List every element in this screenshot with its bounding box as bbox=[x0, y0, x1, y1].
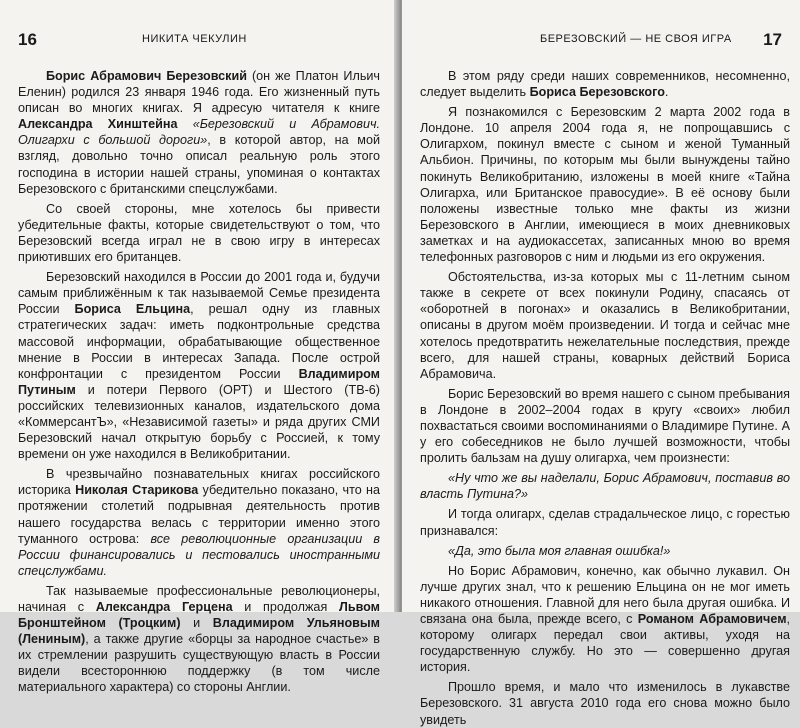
bold-name: Александра Герцена bbox=[95, 600, 233, 614]
paragraph bbox=[420, 563, 790, 676]
paragraph bbox=[18, 466, 380, 579]
page-number: 16 bbox=[18, 30, 37, 49]
paragraph: Обстоятельства, из-за которых мы с 11-летним сыном также в секрете от всех покинули Родину, спасаясь от «оборотней в погонах» и оказались в Великобритании, описаны в другом моём произведении. И тогда и сейчас мне хотелось предотвратить нежелательные последствия, прежде всего, для нашей страны, коварных действий Бориса Абрамовича. bbox=[420, 270, 790, 381]
text-run: убедительно показано, что на протяжении столетий подрывная деятельность против нашего государства велась с территории именно этого туманного острова: bbox=[18, 483, 380, 546]
text-run: Березовский находился в России до 2001 года и, будучи самым приближённым к так называемой Семье президента России bbox=[18, 270, 380, 317]
text-run: В чрезвычайно познавательных книгах российского историка bbox=[18, 467, 380, 498]
bold-name: Романом Абрамовичем bbox=[637, 612, 787, 626]
bold-name: Владимиром Путиным bbox=[18, 366, 380, 397]
right-page-header bbox=[420, 30, 790, 52]
left-page bbox=[0, 0, 398, 695]
paragraph: И тогда олигарх, сделав страдальческое лицо, с горестью признавался: bbox=[420, 507, 790, 538]
bold-name: Александра Хинштейна bbox=[18, 117, 178, 132]
paragraph: Я познакомился с Березовским 2 марта 2002 года в Лондоне. 10 апреля 2004 года я, не попрощавшись с Олигархом, покинул вместе с сыном и женой Туманный Альбион. Причины, по которым мы были вынуждены тайно покинуть Великобританию, изложены в моей книге «Тайна Олигарха, или Британское правосудие». В её основу были положены известные только мне факты из жизни Березовского в Англии, имеющиеся в моих дневниковых заметках и на аудиокассетах, записанных мною во время телефонных разговоров с ним и людьми из его окружения. bbox=[420, 105, 790, 265]
paragraph: Борис Березовский во время нашего с сыном пребывания в Лондоне в 2002–2004 годах в кругу «своих» любил похвастаться своими воспоминаниями о Владимире Путине. А у его собеседников не было лучшей возможности, чтобы пролить бальзам на душу олигарха, чем произнести: bbox=[420, 386, 790, 466]
text-run: и bbox=[180, 616, 213, 631]
italic-emphasis: все революционные организации в России финансировались и пестовались иностранными спецслужбами. bbox=[18, 531, 380, 578]
left-page-text bbox=[18, 68, 380, 696]
text-run: , в которой автор, на мой взгляд, довольно точно описал реальную роль этого господина в истории нашей страны, упоминая о контактах Березовского с британскими спецслужбами. bbox=[18, 133, 380, 196]
text-run: , а также другие «борцы за народное счастье» в их стремлении разрушить существующую власть в России видели всестороннюю поддержку (в том числе материального характера) со стороны Англии. bbox=[18, 632, 380, 695]
paragraph: Прошло время, и мало что изменилось в лукавстве Березовского. 31 августа 2010 года его снова можно было увидеть bbox=[420, 680, 790, 727]
bold-name: Борис Абрамович Березовский bbox=[46, 69, 247, 83]
text-run: и потери Первого (ОРТ) и Шестого (ТВ-6) российских телевизионных каналов, издательского дома «КоммерсантЪ», «Независимой газеты» и ряда других СМИ Березовский начал открытую борьбу с Россией, к тому времени он уже находился в Великобритании. bbox=[18, 382, 380, 462]
paragraph: Со своей стороны, мне хотелось бы привести убедительные факты, которые свидетельствуют о том, что Березовский всегда играл не в свою игру в интересах приютивших его британцев. bbox=[18, 201, 380, 265]
bold-name: Владимиром Ульяновым (Лениным) bbox=[18, 616, 380, 647]
bold-name: Николая Старикова bbox=[75, 483, 199, 498]
page-number: 17 bbox=[763, 30, 782, 49]
running-title: НИКИТА ЧЕКУЛИН bbox=[142, 33, 247, 45]
text-run: , решал одну из главных стратегических задач: иметь подконтрольные средства массовой информации, обрабатывающие общественное мнение в России в интересах Запада. После острой конфронтации с президентом России bbox=[18, 302, 381, 381]
paragraph bbox=[18, 583, 380, 696]
paragraph bbox=[420, 68, 790, 100]
bold-name: Львом Бронштейном (Троцким) bbox=[18, 600, 380, 631]
bold-name: Бориса Ельцина bbox=[74, 302, 191, 317]
paragraph bbox=[18, 269, 380, 462]
italic-title: «Березовский и Абрамович. Олигархи с большой дороги» bbox=[18, 117, 380, 148]
bold-name: Бориса Березовского bbox=[529, 85, 665, 100]
text-run: , которому олигарх передал свои активы, уходя на государственную службу. Но это — совершенно другая история. bbox=[420, 612, 791, 675]
right-page bbox=[402, 0, 800, 727]
right-page-text bbox=[420, 68, 790, 728]
text-run: В этом ряду среди наших современников, несомненно, следует выделить bbox=[420, 69, 790, 100]
text-run: (он же Платон Ильич Еленин) родился 23 января 1946 года. Его жизненный путь описан во многих книгах. Я адресую читателя к книге bbox=[18, 69, 380, 116]
left-page-header bbox=[18, 30, 380, 52]
text-run: Так называемые профессиональные революционеры, начиная с bbox=[18, 583, 380, 614]
text-run: Но Борис Абрамович, конечно, как обычно лукавил. Он лучше других знал, что к решению Ельцина он не мог иметь никакого отношения. Главной для него была другая ошибка. И связана она была, прежде всего, с bbox=[420, 563, 790, 626]
paragraph bbox=[18, 68, 380, 197]
quote-paragraph: «Да, это была моя главная ошибка!» bbox=[448, 543, 671, 558]
running-title: БЕРЕЗОВСКИЙ — НЕ СВОЯ ИГРА bbox=[540, 33, 732, 45]
text-run: . bbox=[664, 85, 669, 100]
text-run: и продолжая bbox=[232, 600, 339, 614]
quote-paragraph: «Ну что же вы наделали, Борис Абрамович, поставив во власть Путина?» bbox=[420, 471, 790, 502]
